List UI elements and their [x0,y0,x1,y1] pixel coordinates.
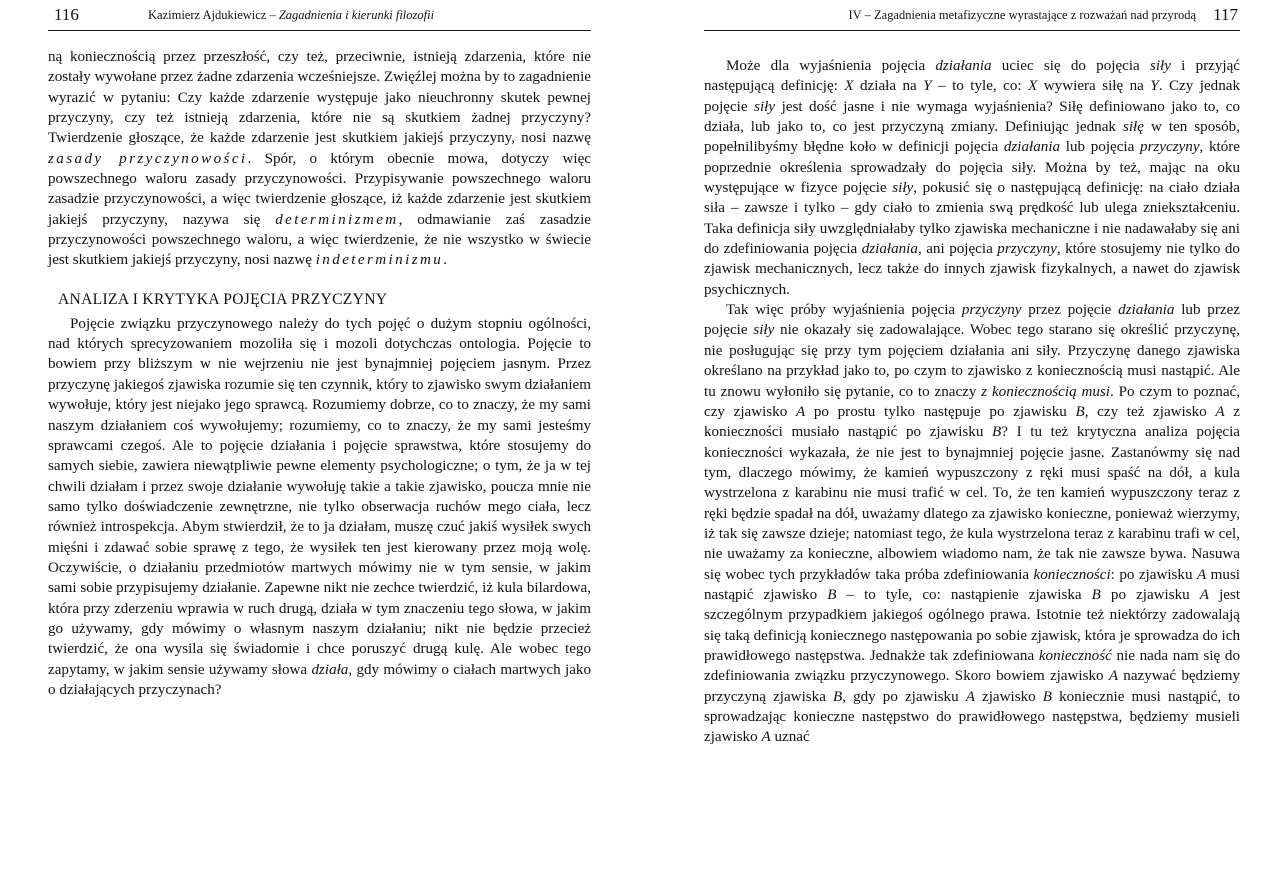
right-body-text [704,56,1240,748]
left-page-number: 116 [54,5,79,24]
term-zasady-przyczynowosci: zasady przyczynowości [48,150,248,167]
left-page [48,0,591,893]
left-body-text [48,47,591,700]
right-paragraph-2: Tak więc próby wyjaśnienia pojęcia przyczyny przez pojęcie działania lub przez pojęcie siły nie okazały się zadowalające. Wobec tego starano się określić przyczynę, nie posługując się przy tym pojęciem działania ani siły. Przyczynę danego zjawiska określano na przykład jako to, po czym to zjawisko z koniecznością musi nastąpić. Ale tu znowu wyłoniło się pytanie, co to znaczy z koniecznością musi. Po czym to poznać, czy zjawisko A po prostu tylko następuje po zjawisku B, czy też zjawisko A z konieczności musiało nastąpić po zjawisku B? I tu też krytyczna analiza pojęcia konieczności wykazała, że nie jest to bynajmniej pojęcie jasne. Zastanówmy się nad tym, dlaczego mówimy, że kamień wypuszczony z ręki musi spaść na dół, a kula wystrzelona z karabinu nie musi trafić w cel. To, że ten kamień wypuszczony teraz z ręki będzie spadał na dół, uważamy dlatego za zjawisko konieczne, ponieważ wierzymy, iż tak się zawsze dzieje; natomiast tego, że kula wystrzelona teraz z karabinu trafi w cel, nie uważamy za konieczne, albowiem wiadomo nam, że tak nie zawsze bywa. Nasuwa się wobec tych przykładów taka próba zdefiniowania konieczności: po zjawisku A musi nastąpić zjawisko B – to tyle, co: nastąpienie zjawiska B po zjawisku A jest szczególnym przypadkiem jakiegoś ogólnego prawa. Istotnie też niektórzy zadowalają się taką definicją koniecznego następowania po sobie zjawisk, która je sprowadza do ich prawidłowego następstwa. Jednakże tak zdefiniowana konieczność nie nada nam się do zdefiniowania związku przyczynowego. Skoro bowiem zjawisko A nazywać będziemy przyczyną zjawiska B, gdy po zjawisku A zjawisko B koniecznie musi nastąpić, to sprowadzając konieczne następstwo do prawidłowego następstwa, będziemy musieli zjawisko A uznać [704,302,1241,746]
left-paragraph-2: Pojęcie związku przyczynowego należy do tych pojęć o dużym stopniu ogólności, nad których sprecyzowaniem mozoliła się i mozoli dotychczas ontologia. Pojęcie to bowiem przy bliższym w nie wejrzeniu nie jest bynajmniej pojęciem jasnym. Przez przyczynę jakiegoś zjawiska rozumie się ten czynnik, który to zjawisko swym działaniem wywołuje, który jest niejako jego sprawcą. Rozumiemy dobrze, co to znaczy, że my sami naszym działaniem coś wywołujemy; rozumiemy, co to znaczy, że my sami jesteśmy sprawcami czegoś. Ale to pojęcie działania i pojęcie sprawstwa, które stosujemy do samych siebie, zawiera niewątpliwie pewne elementy psychologiczne; o tym, że ja w tej chwili działam i przez swoje działanie wywołuję takie a takie zjawisko, poucza mnie nie samo tylko doświadczenie zewnętrzne, nie tylko obserwacja ruchów mego ciała, lecz również introspekcja. Abym stwierdził, że to ja działam, muszę czuć jakiś wysiłek swych mięśni i zdawać sobie sprawę z tego, że wysiłek ten jest kierowany przez moją wolę. Oczywiście, o działaniu przedmiotów martwych mówimy nie w tym sensie, w jakim sami sobie przypisujemy działanie. Zapewne nikt nie zechce twierdzić, iż kula bilardowa, która przy zderzeniu wprawia w ruch drugą, działa w tym znaczeniu tego słowa, w jakim go używamy, gdy mówimy o własnym naszym działaniu; nikt nie będzie przecież twierdzić, że ona wysila się świadomie i chce poruszyć drugą kulę. Ale wobec tego zapytamy, w jakim sensie używamy słowa działa, gdy mówimy o ciałach martwych jako o działających przyczynach? [48,315,591,698]
right-paragraph-1: Może dla wyjaśnienia pojęcia działania uciec się do pojęcia siły i przyjąć następującą definicję: X działa na Y – to tyle, co: X wywiera siłę na Y. Czy jednak pojęcie siły jest dość jasne i nie wymaga wyjaśnienia? Siłę definiowano jako to, co działa, lub jako to, co jest przyczyną zmiany. Definiując jednak siłę w ten sposób, popełnilibyśmy błędne koło w definicji pojęcia działania lub pojęcia przyczyny, które poprzednie określenia sprowadzały do pojęcia siły. Można by też, mając na oku występujące w fizyce pojęcie siły, pokusić się o następującą definicję: na ciało działa siła – zawsze i tylko – gdy ciało to zmienia swą prędkość lub ulega zniekształceniu. Taka definicja siły uwzględniałaby tylko zjawiska mechaniczne i nie nadawałaby się ani do zdefiniowania pojęcia działania, ani pojęcia przyczyny, które stosujemy nie tylko do zjawisk mechanicznych, lecz także do innych zjawisk fizykalnych, a nawet do zjawisk psychicznych. [704,58,1241,298]
term-indeterminizmu: indeterminizmu [315,252,444,269]
left-running-header [48,0,591,31]
running-head-title: Zagadnienia i kierunki filozofii [278,8,435,22]
right-running-header [704,0,1240,31]
right-page-number: 117 [1213,5,1238,24]
right-running-head: IV – Zagadnienia metafizyczne wyrastające z rozważań nad przyrodą [848,8,1196,22]
left-running-head [148,0,434,30]
left-paragraph-1: ną koniecznością przez przeszłość, czy też, przeciwnie, istnieją zdarzenia, które nie zostały wywołane przez żadne zdarzenia wcześniejsze. Zwięźlej można by to zagadnienie wyrazić w pytaniu: Czy każde zdarzenie występuje jako nieuchronny skutek pewnej przyczyny, czy też istnieją zdarzenia, które nie są skutkiem żadnej przyczyny? Twierdzenie głoszące, że każde zdarzenie jest skutkiem jakiejś przyczyny, nosi nazwę zasady przyczynowości. Spór, o którym obecnie mowa, dotyczy więc powszechnego waloru zasady przyczynowości. Przypisywanie powszechnego waloru zasadzie przyczynowości, a więc twierdzenie głoszące, iż każde zdarzenie jest skutkiem jakiejś przyczyny, nazywa się determinizmem, odmawianie zaś zasadzie przyczynowości powszechnego waloru, a więc twierdzenie, że nie wszystko w świecie jest skutkiem jakiejś przyczyny, nosi nazwę indeterminizmu. [48,49,591,269]
right-page [704,0,1240,893]
section-heading: ANALIZA I KRYTYKA POJĘCIA PRZYCZYNY [58,290,388,308]
running-head-author: Kazimierz Ajdukiewicz – [148,8,279,22]
term-determinizmem: determinizmem [275,211,399,228]
